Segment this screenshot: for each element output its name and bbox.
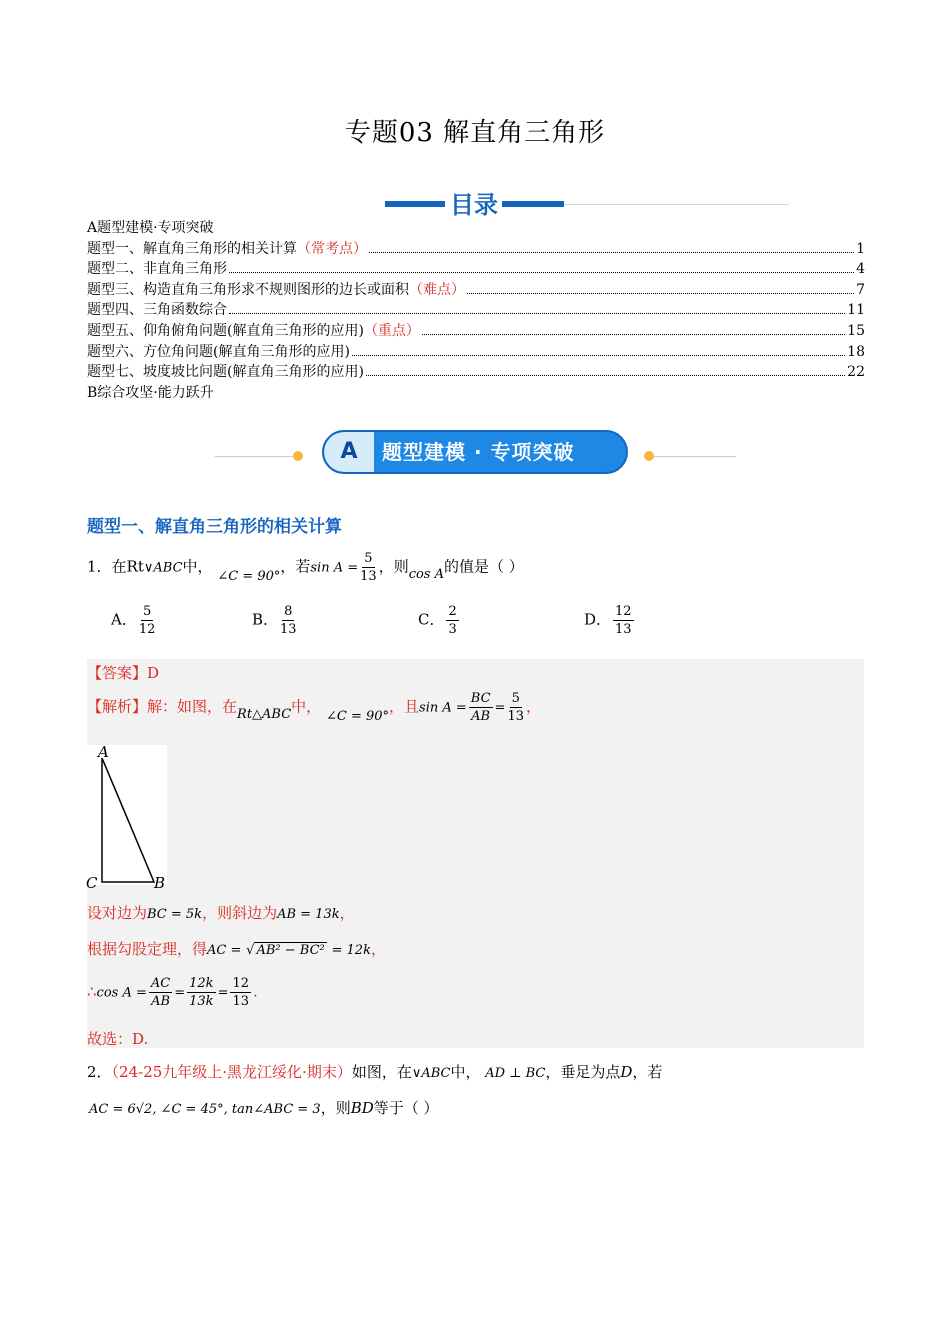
fraction: $\frac{12}{13}$ — [232, 976, 249, 1009]
toc-divider — [564, 204, 789, 205]
banner-line-right — [654, 456, 736, 457]
fraction: $\frac{AC}{AB}$ — [150, 976, 171, 1009]
vertex-c-label: C — [86, 874, 98, 892]
toc-item[interactable]: 题型三、构造直角三角形求不规则图形的边长或面积 （难点） 7 — [87, 281, 865, 298]
section-heading: 题型一、解直角三角形的相关计算 — [87, 517, 342, 537]
fraction: $\frac{5}{12}$ — [138, 604, 156, 637]
toc-item[interactable]: 题型一、解直角三角形的相关计算 （常考点） 1 — [87, 240, 865, 257]
toc-item[interactable]: 题型二、非直角三角形 4 — [87, 261, 865, 278]
section-banner — [322, 430, 628, 474]
banner-text: 题型建模 · 专项突破 — [382, 440, 575, 464]
fraction: $\frac{8}{13}$ — [280, 604, 297, 637]
vertex-b-label: B — [154, 874, 166, 892]
solution-line-2: 设对边为BC = 5k，则斜边为AB = 13k， — [87, 904, 355, 922]
toc-item[interactable]: 题型七、坡度坡比问题(解直角三角形的应用) 22 — [87, 364, 865, 381]
triangle-shape — [102, 758, 154, 882]
option-b[interactable]: B． $\frac{8}{13}$ — [252, 604, 297, 637]
toc-item[interactable]: 题型五、仰角俯角问题(解直角三角形的应用) （重点） 15 — [87, 322, 865, 339]
option-d[interactable]: D． $\frac{12}{13}$ — [584, 604, 632, 637]
answer-line: 【答案】D — [87, 664, 160, 682]
fraction: $\frac{5}{13}$ — [360, 551, 377, 584]
vertex-a-label: A — [98, 743, 109, 761]
question-2: 2．（24-25九年级上·黑龙江绥化·期末）如图，在∨ABC中， AD ⊥ BC，垂足为点D，若 — [87, 1063, 663, 1081]
solution-line-3: 根据勾股定理，得AC = √ AB² − BC² = 12k， — [87, 940, 386, 958]
fraction: $\frac{12k}{13k}$ — [189, 976, 214, 1009]
toc-bar-right — [502, 201, 564, 207]
option-c[interactable]: C． $\frac{2}{3}$ — [418, 604, 457, 637]
fraction: $\frac{5}{13}$ — [507, 691, 524, 724]
toc-item[interactable]: 题型六、方位角问题(解直角三角形的应用) 18 — [87, 343, 865, 360]
page-title: 专题03 解直角三角形 — [344, 118, 606, 148]
toc-item[interactable]: 题型四、三角函数综合 11 — [87, 302, 865, 319]
banner-letter: A — [324, 432, 374, 472]
fraction: $\frac{BC}{AB}$ — [470, 691, 491, 724]
toc-bar-left — [385, 201, 445, 207]
toc-item[interactable]: A题型建模·专项突破 — [87, 220, 214, 236]
toc-heading: 目录 — [450, 191, 498, 219]
question-1: 1．在Rt∨ABC中， ∠C = 90°，若sin A = $\frac{5}{13}$ ，则cos A的值是（ ） — [87, 551, 524, 584]
solution-line-4: ∴cos A = $\frac{AC}{AB}$ = $\frac{12k}{13k}$ = $\frac{12}{13}$ . — [87, 976, 258, 1009]
fraction: $\frac{2}{3}$ — [448, 604, 457, 637]
triangle-figure — [82, 740, 177, 895]
option-a[interactable]: A． $\frac{5}{12}$ — [111, 604, 156, 637]
banner-line-left — [215, 456, 297, 457]
sqrt-expression: AB² − BC² — [256, 943, 325, 958]
solution-line-5: 故选：D. — [87, 1030, 149, 1048]
banner-dot-right — [644, 451, 654, 461]
fraction: $\frac{12}{13}$ — [615, 604, 632, 637]
analysis-line: 【解析】解：如图，在Rt△ABC中， ∠C = 90°，且sin A = $\frac{BC}{AB}$ = $\frac{5}{13}$ ， — [87, 691, 541, 724]
banner-dot-left — [293, 451, 303, 461]
question-2-condition: AC = 6√2, ∠C = 45°, tan∠ABC = 3，则BD等于（ ） — [89, 1099, 439, 1117]
table-of-contents — [87, 218, 865, 403]
toc-item[interactable]: B综合攻坚·能力跃升 — [87, 384, 214, 401]
